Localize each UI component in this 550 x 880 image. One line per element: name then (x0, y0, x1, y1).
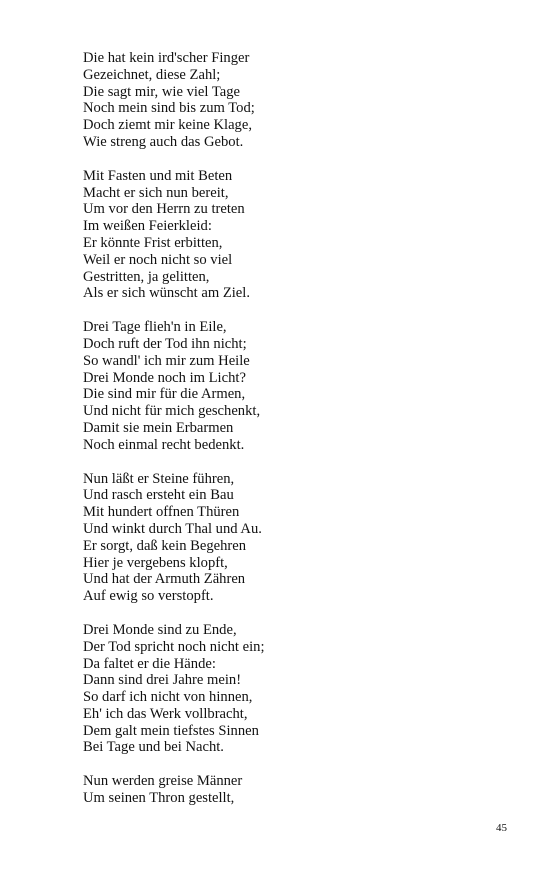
poem-line: Der Tod spricht noch nicht ein; (83, 638, 265, 655)
stanza (83, 50, 503, 151)
poem-line: Um vor den Herrn zu treten (83, 201, 245, 218)
poem-line: Gezeichnet, diese Zahl; (83, 66, 221, 83)
poem-line: Hier je vergebens klopft, (83, 554, 228, 571)
poem-line: Doch ruft der Tod ihn nicht; (83, 335, 247, 352)
stanza (83, 622, 503, 756)
poem-line: Die hat kein ird'scher Finger (83, 50, 250, 66)
page-number: 45 (496, 822, 507, 834)
poem-line: Dem galt mein tiefstes Sinnen (83, 722, 259, 739)
poem-line: Auf ewig so verstopft. (83, 588, 214, 605)
poem-line: Damit sie mein Erbarmen (83, 419, 234, 436)
poem-line: Doch ziemt mir keine Klage, (83, 117, 252, 134)
poem-line: Mit hundert offnen Thüren (83, 504, 240, 521)
poem-line: Noch einmal recht bedenkt. (83, 436, 245, 453)
poem-line: Gestritten, ja gelitten, (83, 268, 210, 285)
poem-line: Dann sind drei Jahre mein! (83, 672, 242, 689)
poem-line: Weil er noch nicht so viel (83, 251, 233, 268)
poem-line: Macht er sich nun bereit, (83, 184, 229, 201)
poem-line: Er sorgt, daß kein Begehren (83, 537, 247, 554)
poem-line: Und hat der Armuth Zähren (83, 571, 246, 588)
poem-line: Drei Tage flieh'n in Eile, (83, 319, 227, 336)
stanza (83, 773, 503, 807)
poem-line: Im weißen Feierkleid: (83, 218, 212, 235)
poem-line: So darf ich nicht von hinnen, (83, 689, 253, 706)
poem-line: Drei Monde sind zu Ende, (83, 621, 237, 638)
poem-line: Und nicht für mich geschenkt, (83, 403, 261, 420)
poem-line: Wie streng auch das Gebot. (83, 133, 244, 150)
poem-line: Er könnte Frist erbitten, (83, 234, 223, 251)
poem-line: Noch mein sind bis zum Tod; (83, 100, 255, 117)
poem-line: Als er sich wünscht am Ziel. (83, 285, 250, 302)
poem-line: So wandl' ich mir zum Heile (83, 352, 250, 369)
poem-line: Mit Fasten und mit Beten (83, 167, 233, 184)
stanza (83, 168, 503, 302)
poem-text (83, 50, 503, 824)
poem-line: Die sagt mir, wie viel Tage (83, 83, 240, 100)
poem-line: Und winkt durch Thal und Au. (83, 520, 262, 537)
poem-line: Bei Tage und bei Nacht. (83, 739, 224, 756)
poem-line: Nun läßt er Steine führen, (83, 470, 235, 487)
poem-line: Eh' ich das Werk vollbracht, (83, 705, 248, 722)
stanza (83, 471, 503, 605)
poem-line: Nun werden greise Männer (83, 773, 243, 790)
poem-line: Die sind mir für die Armen, (83, 386, 246, 403)
poem-line: Drei Monde noch im Licht? (83, 369, 246, 386)
poem-line: Da faltet er die Hände: (83, 655, 216, 672)
stanza (83, 319, 503, 453)
poem-line: Und rasch ersteht ein Bau (83, 487, 234, 504)
poem-line: Um seinen Thron gestellt, (83, 790, 235, 807)
